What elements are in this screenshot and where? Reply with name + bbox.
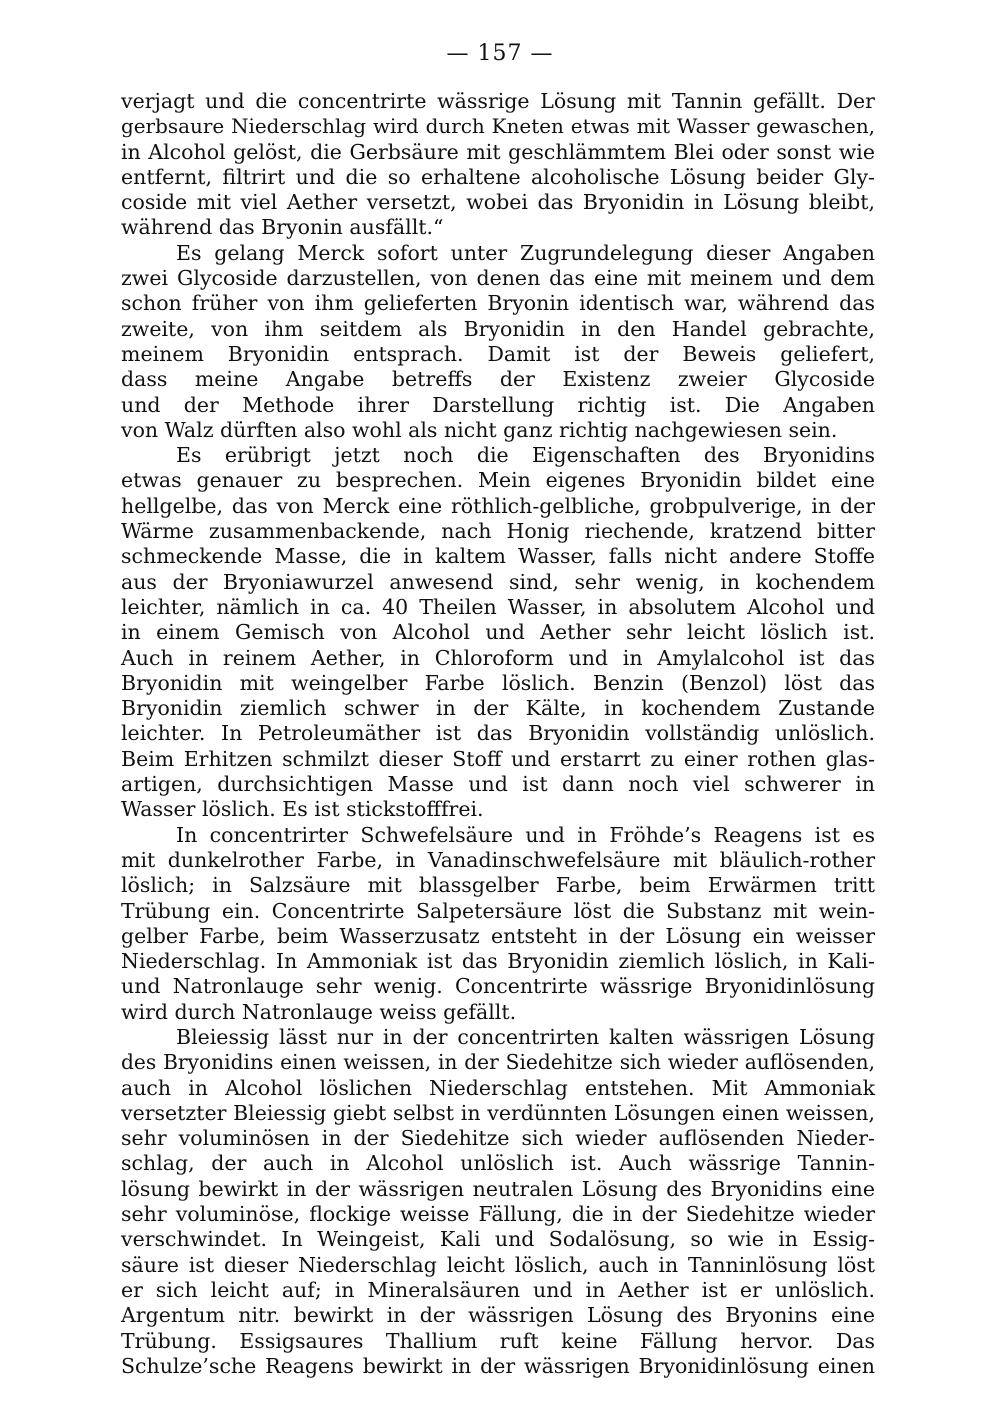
- text-line: Niederschlag. In Ammoniak ist das Bryonidin ziemlich löslich, in Kali-: [121, 949, 875, 974]
- text-line: gelber Farbe, beim Wasserzusatz entsteht in der Lösung ein weisser: [121, 923, 875, 948]
- text-line: löslich; in Salzsäure mit blassgelber Farbe, beim Erwärmen tritt: [121, 873, 875, 898]
- text-line: Auch in reinem Aether, in Chloroform und in Amylalcohol ist das: [121, 645, 875, 670]
- text-line: Schulze’sche Reagens bewirkt in der wässrigen Bryonidinlösung einen: [121, 1353, 875, 1378]
- text-line: Bleiessig lässt nur in der concentrirten kalten wässrigen Lösung: [176, 1024, 875, 1049]
- text-line: Trübung ein. Concentrirte Salpetersäure löst die Substanz mit wein-: [121, 898, 875, 923]
- text-line: leichter, nämlich in ca. 40 Theilen Wasser, in absolutem Alcohol und: [121, 594, 875, 619]
- page-number: — 157 —: [446, 41, 554, 66]
- body-text: [121, 89, 875, 1379]
- text-line: und Natronlauge sehr wenig. Concentrirte wässrige Bryonidinlösung: [121, 974, 875, 999]
- text-line: versetzter Bleiessig giebt selbst in verdünnten Lösungen einen weissen,: [121, 1100, 875, 1125]
- text-line: schlag, der auch in Alcohol unlöslich ist. Auch wässrige Tannin-: [121, 1151, 875, 1176]
- text-line: zweite, von ihm seitdem als Bryonidin in den Handel gebrachte,: [121, 316, 875, 341]
- text-line: Argentum nitr. bewirkt in der wässrigen Lösung des Bryonins eine: [121, 1303, 875, 1328]
- text-line: säure ist dieser Niederschlag leicht löslich, auch in Tanninlösung löst: [121, 1252, 875, 1277]
- text-line: gerbsaure Niederschlag wird durch Kneten etwas mit Wasser gewaschen,: [121, 114, 875, 139]
- text-line: während das Bryonin ausfällt.“: [121, 215, 444, 240]
- text-line: lösung bewirkt in der wässrigen neutralen Lösung des Bryonidins eine: [121, 1176, 875, 1201]
- text-line: schmeckende Masse, die in kaltem Wasser, falls nicht andere Stoffe: [121, 544, 875, 569]
- text-line: mit dunkelrother Farbe, in Vanadinschwefelsäure mit bläulich-rother: [121, 847, 875, 872]
- text-line: und der Methode ihrer Darstellung richtig ist. Die Angaben: [121, 392, 875, 417]
- text-line: in einem Gemisch von Alcohol und Aether sehr leicht löslich ist.: [121, 620, 875, 645]
- text-line: von Walz dürften also wohl als nicht ganz richtig nachgewiesen sein.: [121, 417, 838, 442]
- text-line: des Bryonidins einen weissen, in der Siedehitze sich wieder auflösenden,: [121, 1050, 875, 1075]
- text-line: verschwindet. In Weingeist, Kali und Sodalösung, so wie in Essig-: [121, 1227, 875, 1252]
- text-line: entfernt, filtrirt und die so erhaltene alcoholische Lösung beider Gly-: [121, 164, 875, 189]
- text-line: In concentrirter Schwefelsäure und in Fröhde’s Reagens ist es: [176, 822, 875, 847]
- text-line: er sich leicht auf; in Mineralsäuren und in Aether ist er unlöslich.: [121, 1277, 875, 1302]
- text-line: Wärme zusammenbackende, nach Honig riechende, kratzend bitter: [121, 519, 875, 544]
- text-line: meinem Bryonidin entsprach. Damit ist der Beweis geliefert,: [121, 341, 875, 366]
- text-line: Es gelang Merck sofort unter Zugrundelegung dieser Angaben: [176, 240, 875, 265]
- text-line: Beim Erhitzen schmilzt dieser Stoff und erstarrt zu einer rothen glas-: [121, 746, 875, 771]
- text-line: etwas genauer zu besprechen. Mein eigenes Bryonidin bildet eine: [121, 468, 875, 493]
- text-line: Trübung. Essigsaures Thallium ruft keine Fällung hervor. Das: [121, 1328, 875, 1353]
- text-line: Bryonidin ziemlich schwer in der Kälte, in kochendem Zustande: [121, 696, 875, 721]
- text-line: Wasser löslich. Es ist stickstofffrei.: [121, 797, 484, 822]
- text-line: zwei Glycoside darzustellen, von denen das eine mit meinem und dem: [121, 266, 875, 291]
- text-line: auch in Alcohol löslichen Niederschlag entstehen. Mit Ammoniak: [121, 1075, 875, 1100]
- text-line: dass meine Angabe betreffs der Existenz zweier Glycoside: [121, 367, 875, 392]
- text-line: hellgelbe, das von Merck eine röthlich-gelbliche, grobpulverige, in der: [121, 493, 875, 518]
- text-line: artigen, durchsichtigen Masse und ist dann noch viel schwerer in: [121, 772, 875, 797]
- text-line: schon früher von ihm gelieferten Bryonin identisch war, während das: [121, 291, 875, 316]
- text-line: verjagt und die concentrirte wässrige Lösung mit Tannin gefällt. Der: [121, 89, 875, 113]
- text-line: coside mit viel Aether versetzt, wobei das Bryonidin in Lösung bleibt,: [121, 190, 875, 215]
- text-line: leichter. In Petroleumäther ist das Bryonidin vollständig unlöslich.: [121, 721, 875, 746]
- text-line: Es erübrigt jetzt noch die Eigenschaften des Bryonidins: [176, 443, 875, 468]
- text-line: sehr voluminösen in der Siedehitze sich wieder auflösenden Nieder-: [121, 1126, 875, 1151]
- text-line: in Alcohol gelöst, die Gerbsäure mit geschlämmtem Blei oder sonst wie: [121, 139, 875, 164]
- text-line: aus der Bryoniawurzel anwesend sind, sehr wenig, in kochendem: [121, 569, 875, 594]
- text-line: sehr voluminöse, flockige weisse Fällung, die in der Siedehitze wieder: [121, 1202, 875, 1227]
- text-line: wird durch Natronlauge weiss gefällt.: [121, 999, 517, 1024]
- text-line: Bryonidin mit weingelber Farbe löslich. Benzin (Benzol) löst das: [121, 670, 875, 695]
